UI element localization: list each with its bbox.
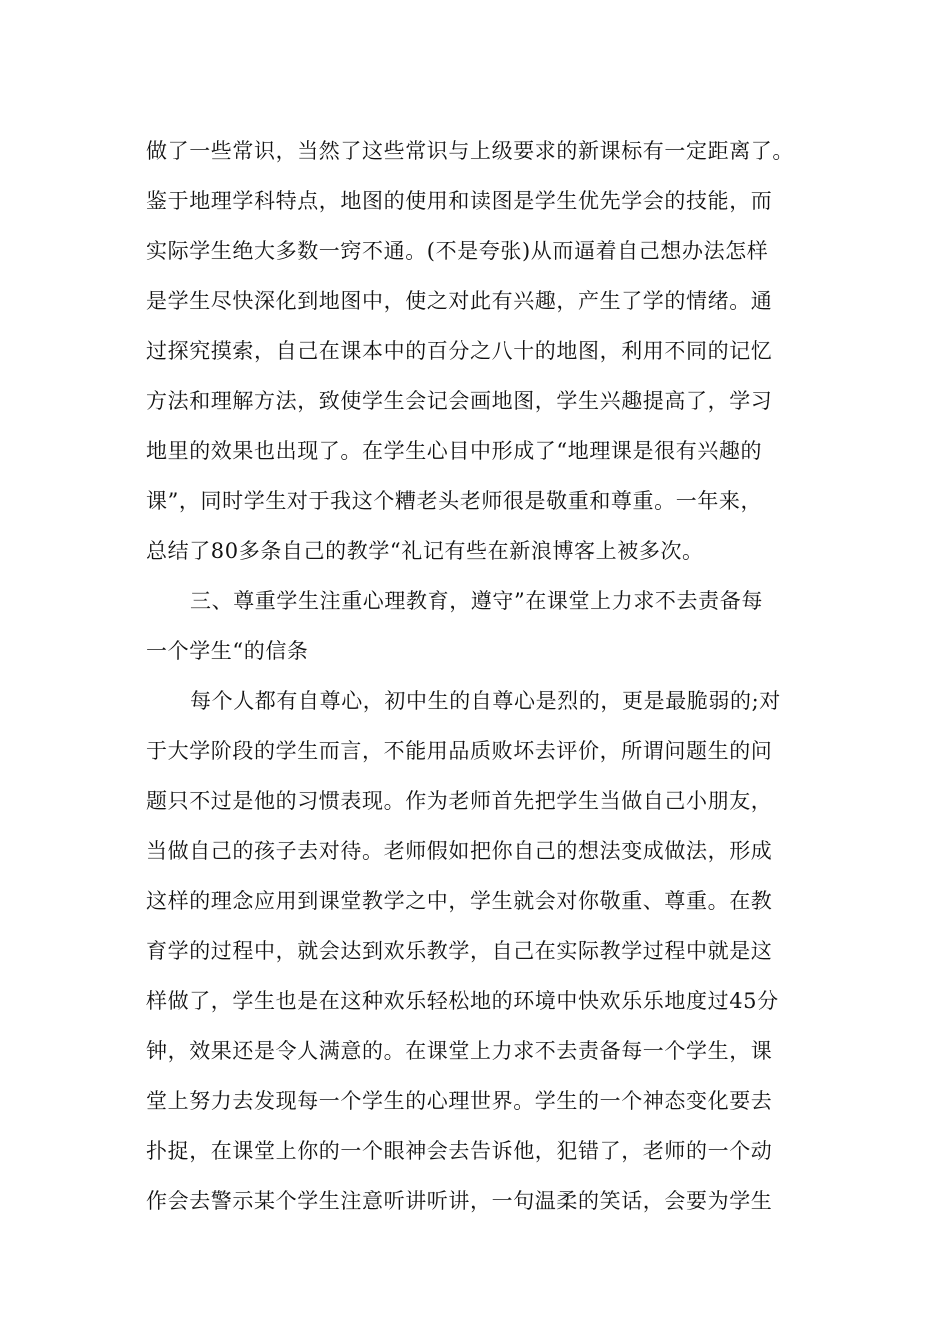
- text-line: 总结了80多条自己的教学“礼记有些在新浪博客上被多次。: [146, 539, 704, 563]
- section-heading-continued: 一个学生“的信条: [146, 639, 309, 663]
- paragraph-start: 每个人都有自尊心，初中生的自尊心是烈的，更是最脆弱的;对: [190, 689, 781, 713]
- text-line: 钟，效果还是令人满意的。在课堂上力求不去责备每一个学生，课: [146, 1039, 773, 1063]
- text-line: 是学生尽快深化到地图中，使之对此有兴趣，产生了学的情绪。通: [146, 289, 773, 313]
- text-line: 鉴于地理学科特点，地图的使用和读图是学生优先学会的技能，而: [146, 189, 773, 213]
- text-line: 这样的理念应用到课堂教学之中，学生就会对你敬重、尊重。在教: [146, 889, 773, 913]
- text-line: 过探究摸索，自己在课本中的百分之八十的地图，利用不同的记忆: [146, 339, 773, 363]
- text-line: 实际学生绝大多数一窍不通。(不是夸张)从而逼着自己想办法怎样: [146, 239, 769, 263]
- text-line: 当做自己的孩子去对待。老师假如把你自己的想法变成做法，形成: [146, 839, 773, 863]
- text-line: 方法和理解方法，致使学生会记会画地图，学生兴趣提高了，学习: [146, 389, 773, 413]
- text-line: 育学的过程中，就会达到欢乐教学，自己在实际教学过程中就是这: [146, 939, 773, 963]
- section-heading: 三、尊重学生注重心理教育，遵守”在课堂上力求不去责备每: [190, 589, 763, 613]
- body-text: [146, 126, 826, 1226]
- text-line: 堂上努力去发现每一个学生的心理世界。学生的一个神态变化要去: [146, 1089, 773, 1113]
- text-line: 样做了，学生也是在这种欢乐轻松地的环境中快欢乐乐地度过45分: [146, 989, 779, 1013]
- text-line: 题只不过是他的习惯表现。作为老师首先把学生当做自己小朋友，: [146, 789, 773, 813]
- text-line: 作会去警示某个学生注意听讲听讲，一句温柔的笑话，会要为学生: [146, 1189, 773, 1213]
- text-line: 扑捉，在课堂上你的一个眼神会去告诉他，犯错了，老师的一个动: [146, 1139, 773, 1163]
- text-line: 于大学阶段的学生而言，不能用品质败坏去评价，所谓问题生的问: [146, 739, 773, 763]
- text-line: 课”，同时学生对于我这个糟老头老师很是敬重和尊重。一年来，: [146, 489, 763, 513]
- text-line: 地里的效果也出现了。在学生心目中形成了“地理课是很有兴趣的: [146, 439, 763, 463]
- text-line: 做了一些常识，当然了这些常识与上级要求的新课标有一定距离了。: [146, 139, 794, 163]
